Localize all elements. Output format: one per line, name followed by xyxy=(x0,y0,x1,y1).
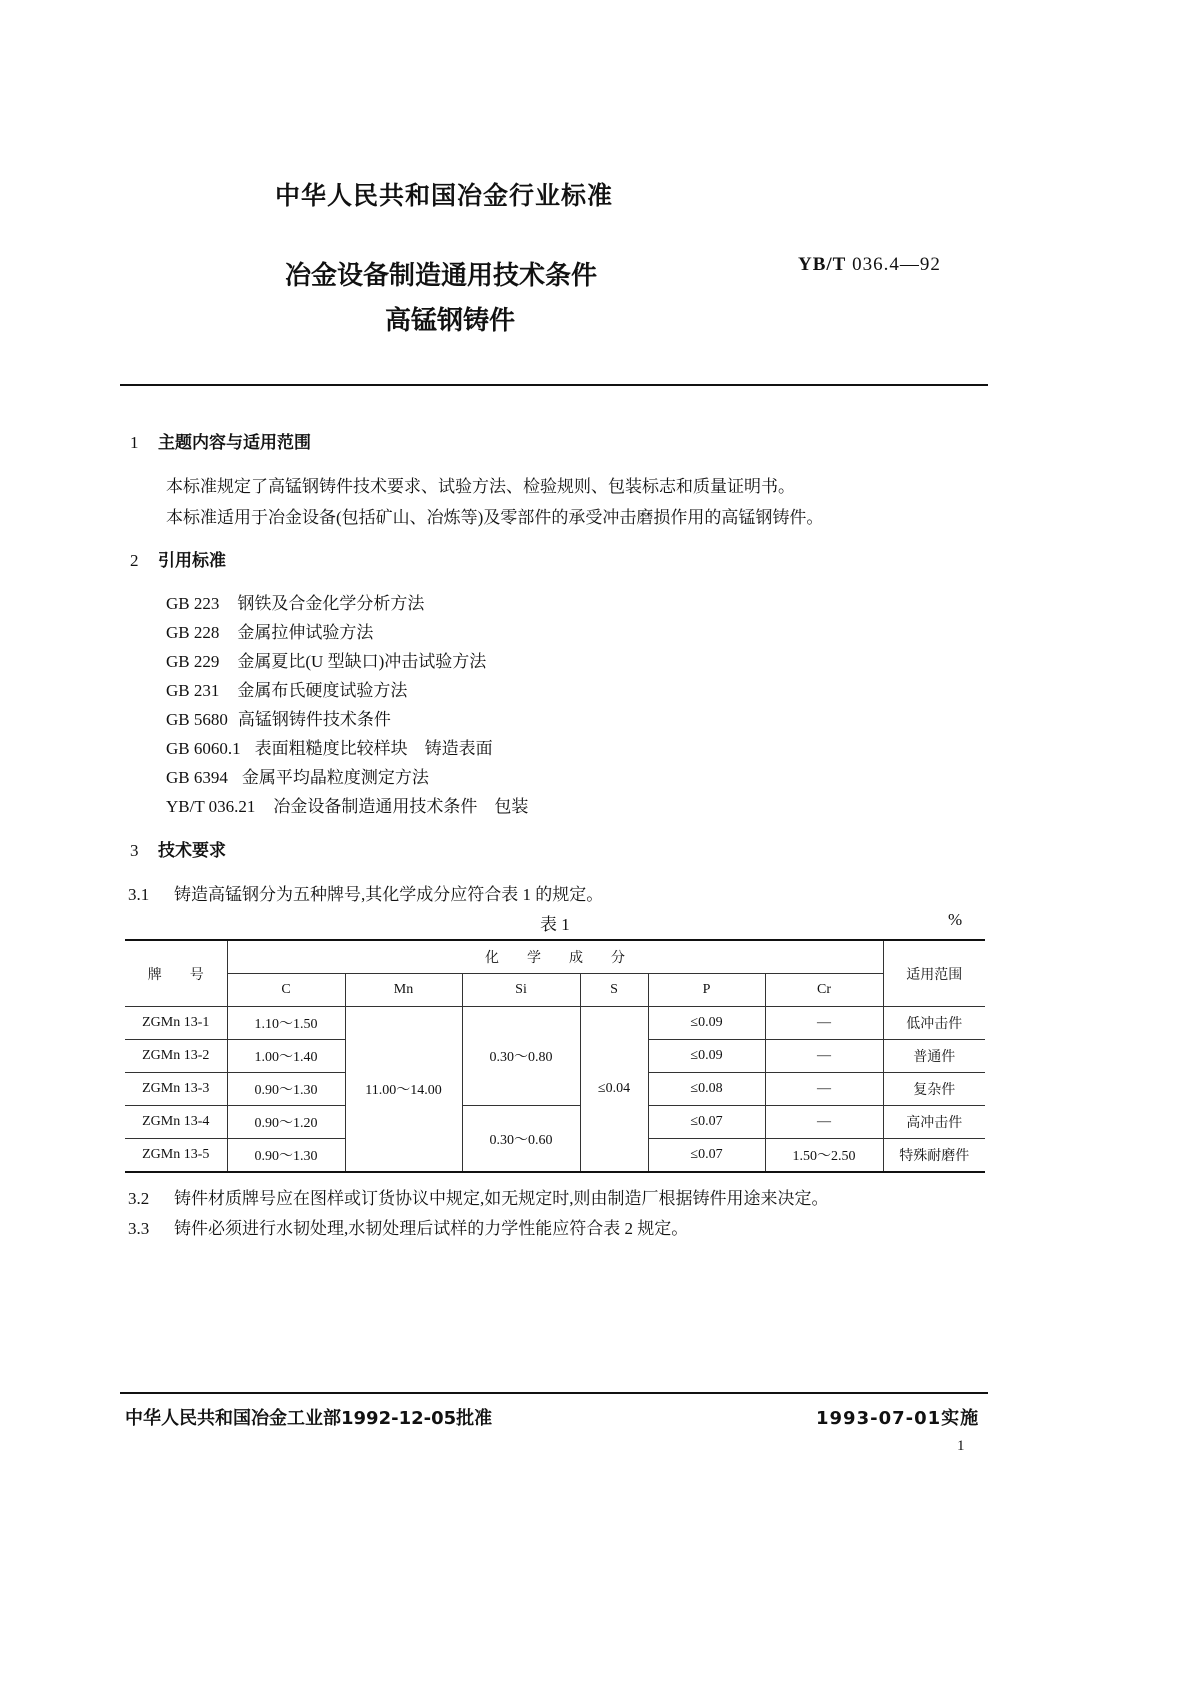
cell-use: 低冲击件 xyxy=(883,1007,985,1040)
cell-cr: — xyxy=(765,1007,883,1040)
table-unit: % xyxy=(948,910,963,929)
cell-p: ≤0.08 xyxy=(648,1073,765,1106)
reference-item: GB 228 金属拉伸试验方法 xyxy=(166,623,374,642)
cell-cr: — xyxy=(765,1040,883,1073)
cell-cr: — xyxy=(765,1073,883,1106)
cell-grade: ZGMn 13-5 xyxy=(125,1139,227,1173)
header-mn: Mn xyxy=(345,974,462,1007)
section-1-paragraph: 本标准规定了高锰钢铸件技术要求、试验方法、检验规则、包装标志和质量证明书。 xyxy=(166,477,795,496)
cell-si: 0.30～0.80 xyxy=(462,1007,580,1106)
section-2-heading: 2 引用标准 xyxy=(130,551,226,571)
page-number: 1 xyxy=(957,1438,965,1454)
document-subtitle: 高锰钢铸件 xyxy=(385,306,516,336)
cell-cr: — xyxy=(765,1106,883,1139)
clause-3-1: 3.1 铸造高锰钢分为五种牌号,其化学成分应符合表 1 的规定。 xyxy=(128,885,604,904)
section-1-paragraph: 本标准适用于冶金设备(包括矿山、冶炼等)及零部件的承受冲击磨损作用的高锰钢铸件。 xyxy=(166,508,824,527)
document-title: 冶金设备制造通用技术条件 xyxy=(285,261,598,291)
header-cr: Cr xyxy=(765,974,883,1007)
header-p: P xyxy=(648,974,765,1007)
reference-item: GB 229 金属夏比(U 型缺口)冲击试验方法 xyxy=(166,652,487,671)
reference-item: GB 5680 高锰钢铸件技术条件 xyxy=(166,710,391,729)
reference-item: GB 231 金属布氏硬度试验方法 xyxy=(166,681,408,700)
code-number: 036.4—92 xyxy=(852,254,941,275)
clause-3-2: 3.2 铸件材质牌号应在图样或订货协议中规定,如无规定时,则由制造厂根据铸件用途来决定。 xyxy=(128,1189,829,1208)
table-caption: 表 1 xyxy=(540,915,570,934)
cell-grade: ZGMn 13-3 xyxy=(125,1073,227,1106)
cell-use: 高冲击件 xyxy=(883,1106,985,1139)
cell-p: ≤0.09 xyxy=(648,1040,765,1073)
table-header-row xyxy=(125,940,985,974)
cell-c: 0.90～1.20 xyxy=(227,1106,345,1139)
cell-grade: ZGMn 13-2 xyxy=(125,1040,227,1073)
effective-date: 1993-07-01实施 xyxy=(816,1408,980,1429)
table-subheader-row xyxy=(125,974,985,1007)
cell-mn: 11.00～14.00 xyxy=(345,1007,462,1173)
code-prefix: YB/T xyxy=(798,254,847,275)
footer-divider xyxy=(120,1392,988,1394)
cell-p: ≤0.07 xyxy=(648,1139,765,1173)
cell-grade: ZGMn 13-1 xyxy=(125,1007,227,1040)
chemical-composition-table xyxy=(125,939,985,1173)
header-grade: 牌 号 xyxy=(125,940,227,1007)
reference-item: GB 6394 金属平均晶粒度测定方法 xyxy=(166,768,429,787)
header-chemical-composition: 化 学 成 分 xyxy=(227,940,883,974)
section-3-heading: 3 技术要求 xyxy=(130,841,226,861)
cell-use: 特殊耐磨件 xyxy=(883,1139,985,1173)
header-c: C xyxy=(227,974,345,1007)
cell-use: 普通件 xyxy=(883,1040,985,1073)
header-si: Si xyxy=(462,974,580,1007)
table-row xyxy=(125,1007,985,1040)
reference-item: GB 6060.1 表面粗糙度比较样块 铸造表面 xyxy=(166,739,493,758)
table-row xyxy=(125,1106,985,1139)
reference-item: GB 223 钢铁及合金化学分析方法 xyxy=(166,594,425,613)
cell-c: 1.10～1.50 xyxy=(227,1007,345,1040)
section-1-heading: 1 主题内容与适用范围 xyxy=(130,433,311,453)
standard-body-heading: 中华人民共和国冶金行业标准 xyxy=(275,181,614,210)
approval-date: 中华人民共和国冶金工业部1992-12-05批准 xyxy=(125,1408,493,1429)
reference-item: YB/T 036.21 冶金设备制造通用技术条件 包装 xyxy=(166,797,529,816)
cell-c: 1.00～1.40 xyxy=(227,1040,345,1073)
cell-grade: ZGMn 13-4 xyxy=(125,1106,227,1139)
cell-c: 0.90～1.30 xyxy=(227,1139,345,1173)
cell-s: ≤0.04 xyxy=(580,1007,648,1173)
cell-p: ≤0.09 xyxy=(648,1007,765,1040)
standard-code xyxy=(798,254,941,276)
cell-p: ≤0.07 xyxy=(648,1106,765,1139)
header-s: S xyxy=(580,974,648,1007)
clause-3-3: 3.3 铸件必须进行水韧处理,水韧处理后试样的力学性能应符合表 2 规定。 xyxy=(128,1219,689,1238)
cell-c: 0.90～1.30 xyxy=(227,1073,345,1106)
cell-cr: 1.50～2.50 xyxy=(765,1139,883,1173)
cell-use: 复杂件 xyxy=(883,1073,985,1106)
cell-si: 0.30～0.60 xyxy=(462,1106,580,1173)
header-divider xyxy=(120,384,988,386)
header-application: 适用范围 xyxy=(883,940,985,1007)
